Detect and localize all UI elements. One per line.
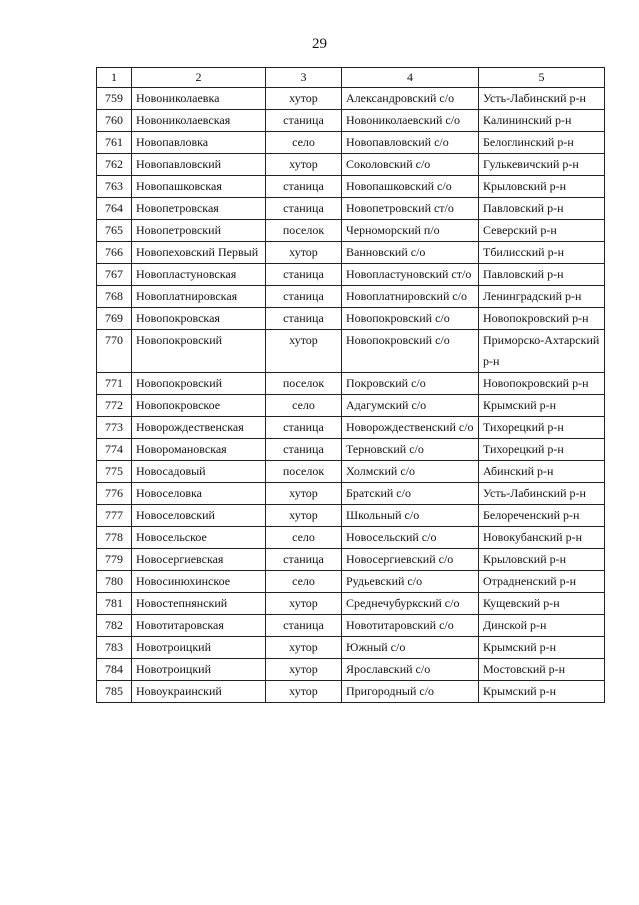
cell-district: Абинский р-н — [479, 461, 605, 483]
cell-name: Новопластуновская — [132, 264, 266, 286]
cell-council: Пригородный с/о — [342, 681, 479, 703]
cell-type: станица — [266, 439, 342, 461]
cell-council: Александровский с/о — [342, 88, 479, 110]
table-row — [97, 505, 605, 527]
cell-name: Новопетровский — [132, 220, 266, 242]
cell-name: Новопавловка — [132, 132, 266, 154]
table-row — [97, 593, 605, 615]
cell-type: станица — [266, 264, 342, 286]
table-row — [97, 527, 605, 549]
table-row — [97, 330, 605, 373]
table-row — [97, 417, 605, 439]
cell-type: хутор — [266, 659, 342, 681]
cell-district: Тихорецкий р-н — [479, 417, 605, 439]
cell-district: Крыловский р-н — [479, 176, 605, 198]
cell-name: Новониколаевка — [132, 88, 266, 110]
cell-number: 764 — [97, 198, 132, 220]
cell-number: 773 — [97, 417, 132, 439]
cell-type: поселок — [266, 220, 342, 242]
cell-district: Новопокровский р-н — [479, 308, 605, 330]
cell-number: 769 — [97, 308, 132, 330]
cell-number: 768 — [97, 286, 132, 308]
cell-type: село — [266, 527, 342, 549]
cell-type: станица — [266, 198, 342, 220]
cell-council: Ярославский с/о — [342, 659, 479, 681]
cell-council: Южный с/о — [342, 637, 479, 659]
cell-number: 762 — [97, 154, 132, 176]
cell-number: 776 — [97, 483, 132, 505]
cell-number: 779 — [97, 549, 132, 571]
cell-type: хутор — [266, 505, 342, 527]
table-row — [97, 571, 605, 593]
cell-type: хутор — [266, 593, 342, 615]
cell-name: Новопеховский Первый — [132, 242, 266, 264]
cell-type: поселок — [266, 373, 342, 395]
cell-name: Новоплатнировская — [132, 286, 266, 308]
cell-number: 783 — [97, 637, 132, 659]
table-row — [97, 88, 605, 110]
settlements-table — [96, 67, 605, 703]
page-number: 29 — [312, 36, 327, 52]
cell-type: станица — [266, 110, 342, 132]
table-row — [97, 308, 605, 330]
cell-district: Отрадненский р-н — [479, 571, 605, 593]
cell-number: 784 — [97, 659, 132, 681]
cell-number: 770 — [97, 330, 132, 373]
cell-district: Крымский р-н — [479, 395, 605, 417]
cell-district: Северский р-н — [479, 220, 605, 242]
cell-district: Крымский р-н — [479, 637, 605, 659]
cell-name: Новопокровская — [132, 308, 266, 330]
cell-council: Новопавловский с/о — [342, 132, 479, 154]
column-header-number: 1 — [97, 68, 132, 88]
cell-number: 771 — [97, 373, 132, 395]
table-row — [97, 461, 605, 483]
cell-district: Ленинградский р-н — [479, 286, 605, 308]
cell-type: станица — [266, 286, 342, 308]
cell-council: Новотитаровский с/о — [342, 615, 479, 637]
cell-name: Новосельское — [132, 527, 266, 549]
table-row — [97, 373, 605, 395]
cell-district: Крымский р-н — [479, 681, 605, 703]
table-row — [97, 637, 605, 659]
table-row — [97, 395, 605, 417]
table-row — [97, 681, 605, 703]
cell-district: Усть-Лабинский р-н — [479, 88, 605, 110]
cell-number: 785 — [97, 681, 132, 703]
cell-district: Тбилисский р-н — [479, 242, 605, 264]
column-header-district: 5 — [479, 68, 605, 88]
cell-type: станица — [266, 308, 342, 330]
cell-council: Новопокровский с/о — [342, 330, 479, 373]
cell-district: Крыловский р-н — [479, 549, 605, 571]
cell-name: Новорождественская — [132, 417, 266, 439]
table-row — [97, 483, 605, 505]
table-row — [97, 154, 605, 176]
cell-council: Черноморский п/о — [342, 220, 479, 242]
cell-council: Новопашковский с/о — [342, 176, 479, 198]
cell-district: Калининский р-н — [479, 110, 605, 132]
cell-council: Холмский с/о — [342, 461, 479, 483]
cell-name: Новоукраинский — [132, 681, 266, 703]
cell-name: Новопокровское — [132, 395, 266, 417]
cell-number: 778 — [97, 527, 132, 549]
cell-type: станица — [266, 615, 342, 637]
cell-number: 765 — [97, 220, 132, 242]
table-row — [97, 439, 605, 461]
table-row — [97, 220, 605, 242]
cell-district: Павловский р-н — [479, 264, 605, 286]
cell-number: 766 — [97, 242, 132, 264]
cell-number: 781 — [97, 593, 132, 615]
cell-district: Новопокровский р-н — [479, 373, 605, 395]
cell-district: Мостовский р-н — [479, 659, 605, 681]
cell-type: хутор — [266, 483, 342, 505]
cell-type: хутор — [266, 154, 342, 176]
cell-type: хутор — [266, 330, 342, 373]
cell-name: Новопавловский — [132, 154, 266, 176]
cell-type: станица — [266, 176, 342, 198]
cell-council: Новосельский с/о — [342, 527, 479, 549]
column-header-council: 4 — [342, 68, 479, 88]
cell-council: Новопетровский ст/о — [342, 198, 479, 220]
table-row — [97, 264, 605, 286]
cell-council: Среднечубуркский с/о — [342, 593, 479, 615]
column-header-type: 3 — [266, 68, 342, 88]
cell-number: 763 — [97, 176, 132, 198]
cell-council: Ванновский с/о — [342, 242, 479, 264]
cell-number: 777 — [97, 505, 132, 527]
cell-council: Соколовский с/о — [342, 154, 479, 176]
cell-district: Гулькевичский р-н — [479, 154, 605, 176]
cell-district: Павловский р-н — [479, 198, 605, 220]
cell-council: Новониколаевский с/о — [342, 110, 479, 132]
table-row — [97, 549, 605, 571]
cell-number: 759 — [97, 88, 132, 110]
cell-district: Динской р-н — [479, 615, 605, 637]
table-row — [97, 659, 605, 681]
cell-district: Тихорецкий р-н — [479, 439, 605, 461]
cell-number: 761 — [97, 132, 132, 154]
cell-council: Школьный с/о — [342, 505, 479, 527]
cell-name: Новосергиевская — [132, 549, 266, 571]
cell-name: Новоромановская — [132, 439, 266, 461]
cell-council: Новорождественский с/о — [342, 417, 479, 439]
cell-council: Адагумский с/о — [342, 395, 479, 417]
cell-district: Белореченский р-н — [479, 505, 605, 527]
cell-type: хутор — [266, 637, 342, 659]
cell-council: Братский с/о — [342, 483, 479, 505]
cell-name: Новопетровская — [132, 198, 266, 220]
cell-name: Новотитаровская — [132, 615, 266, 637]
column-header-name: 2 — [132, 68, 266, 88]
table-row — [97, 198, 605, 220]
cell-name: Новотроицкий — [132, 637, 266, 659]
cell-name: Новоселовка — [132, 483, 266, 505]
cell-council: Рудьевский с/о — [342, 571, 479, 593]
cell-type: хутор — [266, 88, 342, 110]
cell-council: Новопластуновский ст/о — [342, 264, 479, 286]
cell-name: Новопокровский — [132, 330, 266, 373]
cell-type: село — [266, 571, 342, 593]
cell-type: поселок — [266, 461, 342, 483]
table-row — [97, 242, 605, 264]
cell-type: станица — [266, 549, 342, 571]
cell-council: Новопокровский с/о — [342, 308, 479, 330]
cell-district: Приморско-Ахтарский р-н — [479, 330, 605, 373]
cell-type: станица — [266, 417, 342, 439]
cell-type: село — [266, 132, 342, 154]
cell-council: Терновский с/о — [342, 439, 479, 461]
cell-number: 767 — [97, 264, 132, 286]
table-row — [97, 286, 605, 308]
cell-name: Новостепнянский — [132, 593, 266, 615]
cell-district: Белоглинский р-н — [479, 132, 605, 154]
cell-type: село — [266, 395, 342, 417]
table-row — [97, 110, 605, 132]
cell-name: Новосадовый — [132, 461, 266, 483]
cell-type: хутор — [266, 681, 342, 703]
cell-name: Новоселовский — [132, 505, 266, 527]
cell-number: 780 — [97, 571, 132, 593]
table-row — [97, 132, 605, 154]
table-header-row — [97, 68, 605, 88]
cell-name: Новосинюхинское — [132, 571, 266, 593]
cell-district: Усть-Лабинский р-н — [479, 483, 605, 505]
cell-number: 772 — [97, 395, 132, 417]
cell-council: Новосергиевский с/о — [342, 549, 479, 571]
cell-number: 775 — [97, 461, 132, 483]
cell-name: Новониколаевская — [132, 110, 266, 132]
cell-name: Новопашковская — [132, 176, 266, 198]
cell-council: Покровский с/о — [342, 373, 479, 395]
cell-name: Новопокровский — [132, 373, 266, 395]
cell-type: хутор — [266, 242, 342, 264]
cell-district: Новокубанский р-н — [479, 527, 605, 549]
cell-council: Новоплатнировский с/о — [342, 286, 479, 308]
cell-number: 760 — [97, 110, 132, 132]
cell-name: Новотроицкий — [132, 659, 266, 681]
table-row — [97, 176, 605, 198]
cell-number: 782 — [97, 615, 132, 637]
cell-district: Кущевский р-н — [479, 593, 605, 615]
table-row — [97, 615, 605, 637]
cell-number: 774 — [97, 439, 132, 461]
